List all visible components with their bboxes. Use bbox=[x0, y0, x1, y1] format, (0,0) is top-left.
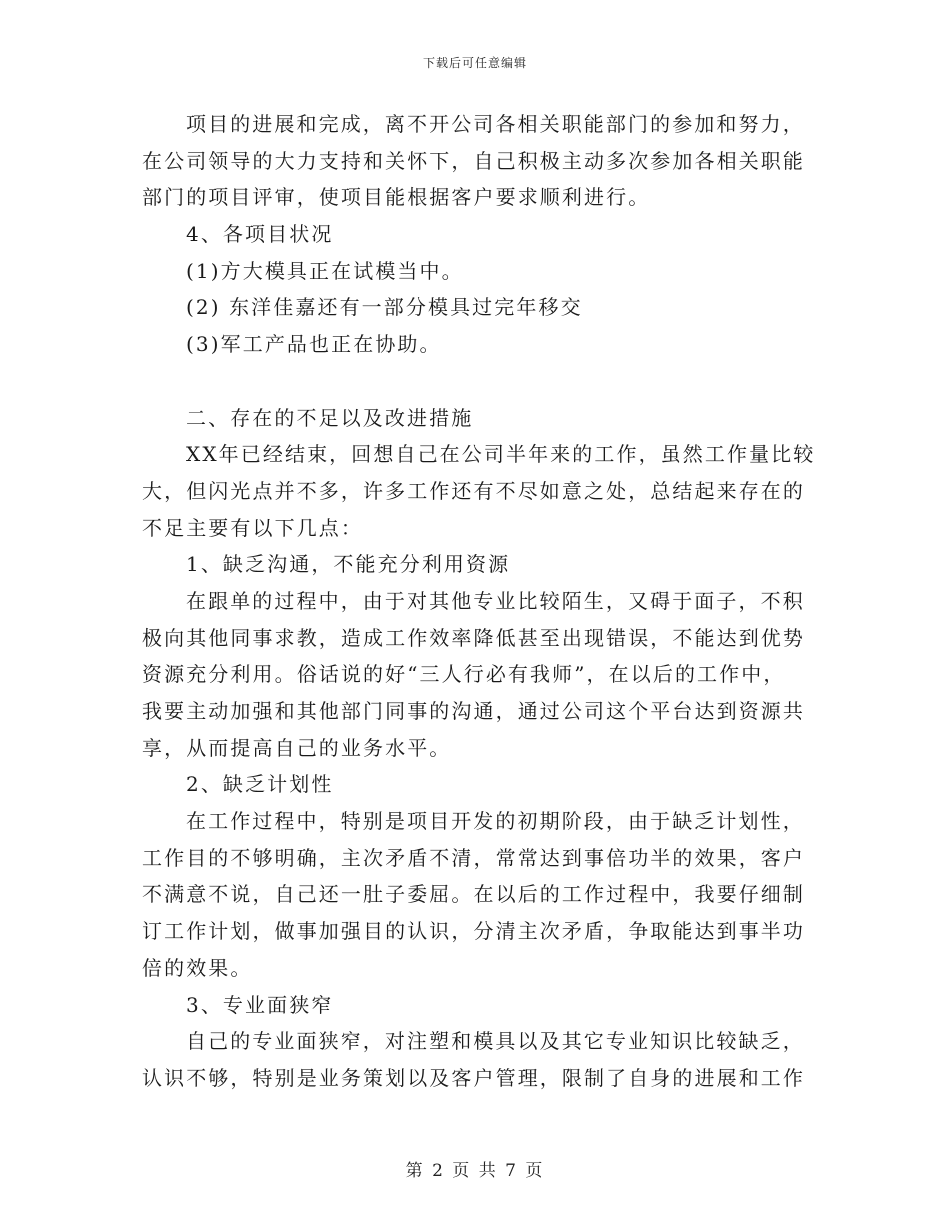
list-item: (1)方大模具正在试模当中。 bbox=[186, 258, 464, 283]
text-line: 项目的进展和完成，离不开公司各相关职能部门的参加和努力， bbox=[186, 112, 805, 136]
list-item: (3)军工产品也正在协助。 bbox=[186, 332, 442, 357]
text-line: 部门的项目评审，使项目能根据客户要求顺利进行。 bbox=[142, 185, 651, 210]
text-line: 认识不够，特别是业务策划以及客户管理，限制了自身的进展和工作 bbox=[142, 1065, 805, 1090]
text-line: 极向其他同事求教，造成工作效率降低甚至出现错误，不能达到优势 bbox=[142, 625, 805, 650]
blank-line bbox=[142, 363, 802, 400]
text-line: 自己的专业面狭窄，对注塑和模具以及其它专业知识比较缺乏， bbox=[186, 1029, 805, 1054]
text-line: 不满意不说，自己还一肚子委屈。在以后的工作过程中，我要仔细制 bbox=[142, 882, 805, 907]
text-line: 在公司领导的大力支持和关怀下，自己积极主动多次参加各相关职能 bbox=[142, 148, 805, 173]
list-heading: 4、各项目状况 bbox=[186, 222, 334, 247]
text-line: 在工作过程中，特别是项目开发的初期阶段，由于缺乏计划性， bbox=[186, 809, 805, 834]
subheading: 2、缺乏计划性 bbox=[186, 772, 334, 797]
list-item: (2) 东洋佳嘉还有一部分模具过完年移交 bbox=[186, 295, 583, 320]
text-line: 在跟单的过程中，由于对其他专业比较陌生，又碍于面子，不积 bbox=[186, 588, 805, 613]
text-line: 我要主动加强和其他部门同事的沟通，通过公司这个平台达到资源共 bbox=[142, 699, 805, 723]
document-body bbox=[142, 106, 816, 1097]
text-line: 大，但闪光点并不多，许多工作还有不尽如意之处，总结起来存在的 bbox=[142, 478, 805, 503]
text-line: 工作目的不够明确，主次矛盾不清，常常达到事倍功半的效果，客户 bbox=[142, 845, 805, 870]
text-line: XX年已经结束，回想自己在公司半年来的工作，虽然工作量比较 bbox=[186, 442, 816, 467]
text-line: 订工作计划，做事加强目的认识，分清主次矛盾，争取能达到事半功 bbox=[142, 919, 805, 944]
section-heading: 二、存在的不足以及改进措施 bbox=[186, 405, 474, 430]
subheading: 1、缺乏沟通，不能充分利用资源 bbox=[186, 552, 511, 577]
text-line: 不足主要有以下几点： bbox=[142, 515, 363, 540]
download-edit-note: 下载后可任意编辑 bbox=[422, 56, 527, 70]
text-line: 资源充分利用。俗话说的好“三人行必有我师”，在以后的工作中， bbox=[142, 662, 786, 687]
page-number: 第 2 页 共 7 页 bbox=[405, 1161, 545, 1181]
subheading: 3、专业面狭窄 bbox=[186, 992, 334, 1017]
text-line: 享，从而提高自己的业务水平。 bbox=[142, 735, 452, 760]
text-line: 倍的效果。 bbox=[142, 955, 253, 980]
